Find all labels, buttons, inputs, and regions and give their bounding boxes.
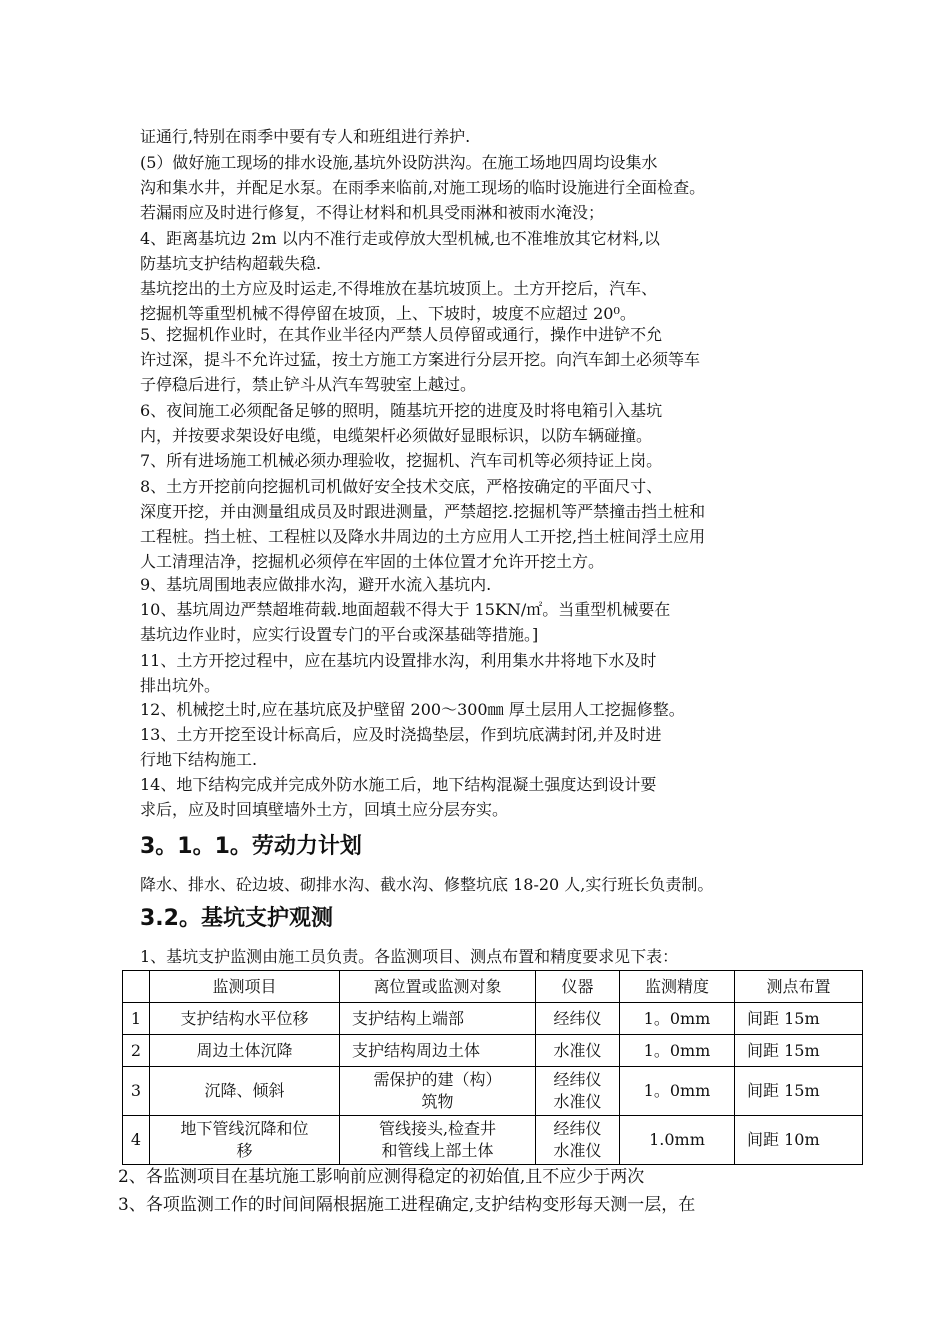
paragraph — [140, 276, 840, 326]
instrument-line: 经纬仪 — [553, 1070, 602, 1089]
text-line: 12、机械挖土时,应在基坑底及护壁留 200～300㎜ 厚土层用人工挖掘修整。 — [140, 700, 685, 719]
instrument-line: 水准仪 — [553, 1141, 602, 1160]
instrument-line: 水准仪 — [553, 1092, 602, 1111]
text-line: 求后，应及时回填壁墙外土方，回填土应分层夯实。 — [140, 800, 509, 819]
paragraph — [140, 648, 840, 698]
section-heading: 3。1。1。劳动力计划 — [140, 834, 362, 859]
text-line: 6、夜间施工必须配备足够的照明，随基坑开挖的进度及时将电箱引入基坑 — [140, 401, 663, 420]
item-cell: 周边土体沉降 — [150, 1035, 340, 1067]
text-line: 基坑挖出的土方应及时运走,不得堆放在基坑坡顶上。土方开挖后，汽车、 — [140, 279, 658, 298]
object-cell — [340, 1116, 536, 1165]
paragraph — [140, 398, 840, 448]
layout-cell: 间距 10m — [735, 1116, 863, 1165]
text-line: 防基坑支护结构超载失稳. — [140, 254, 322, 273]
text-line: 深度开挖，并由测量组成员及时跟进测量，严禁超挖.挖掘机等严禁撞击挡土桩和 — [140, 502, 706, 521]
instrument-cell: 水准仪 — [536, 1035, 620, 1067]
paragraph — [140, 944, 880, 969]
paragraph — [140, 872, 840, 897]
header-cell: 仪器 — [536, 971, 620, 1003]
text-line: (5）做好施工现场的排水设施,基坑外设防洪沟。在施工场地四周均设集水 — [140, 153, 658, 172]
text-line: 若漏雨应及时进行修复，不得让材料和机具受雨淋和被雨水淹没； — [140, 203, 605, 222]
header-cell: 测点布置 — [735, 971, 863, 1003]
row-number: 1 — [123, 1003, 150, 1035]
text-line: 子停稳后进行，禁止铲斗从汽车驾驶室上越过。 — [140, 375, 477, 394]
text-line: 10、基坑周边严禁超堆荷载.地面超载不得大于 15KN/㎡。当重型机械要在 — [140, 600, 671, 619]
text-line: 14、地下结构完成并完成外防水施工后，地下结构混凝土强度达到设计要 — [140, 775, 657, 794]
header-cell: 监测精度 — [620, 971, 735, 1003]
item-cell: 沉降、倾斜 — [150, 1067, 340, 1116]
post-table-line: 2、各监测项目在基坑施工影响前应测得稳定的初始值,且不应少于两次 — [118, 1167, 645, 1187]
text-line: 排出坑外。 — [140, 676, 221, 695]
table-row — [123, 1035, 863, 1067]
precision-cell: 1。0mm — [620, 1035, 735, 1067]
text-line: 13、土方开挖至设计标高后，应及时浇捣垫层，作到坑底满封闭,并及时进 — [140, 725, 662, 744]
table-row — [123, 1067, 863, 1116]
row-number: 2 — [123, 1035, 150, 1067]
precision-cell: 1.0mm — [620, 1116, 735, 1165]
paragraph — [140, 474, 840, 574]
object-line: 筑物 — [421, 1092, 454, 1111]
paragraph — [140, 448, 840, 473]
paragraph — [140, 572, 840, 597]
header-cell: 监测项目 — [150, 971, 340, 1003]
text-line: 工程桩。挡土桩、工程桩以及降水井周边的土方应用人工开挖,挡土桩间浮土应用 — [140, 527, 706, 546]
item-line: 移 — [236, 1141, 253, 1160]
precision-cell: 1。0mm — [620, 1003, 735, 1035]
text-line: 人工清理洁净，挖掘机必须停在牢固的土体位置才允许开挖土方。 — [140, 552, 605, 571]
text-line: 沟和集水井，并配足水泵。在雨季来临前,对施工现场的临时设施进行全面检查。 — [140, 178, 706, 197]
object-line: 管线接头,检查井 — [378, 1119, 497, 1138]
text-line: 许过深，提斗不允许过猛，按土方施工方案进行分层开挖。向汽车卸土必须等车 — [140, 350, 701, 369]
text-line: 9、基坑周围地表应做排水沟，避开水流入基坑内. — [140, 575, 492, 594]
table-row — [123, 1003, 863, 1035]
paragraph — [140, 150, 840, 225]
header-cell — [123, 971, 150, 1003]
item-line: 地下管线沉降和位 — [180, 1119, 309, 1138]
layout-cell: 间距 15m — [735, 1067, 863, 1116]
text-line: 降水、排水、砼边坡、砌排水沟、截水沟、修整坑底 18-20 人,实行班长负责制。 — [140, 875, 714, 894]
instrument-cell — [536, 1116, 620, 1165]
object-cell: 支护结构周边土体 — [340, 1035, 536, 1067]
section-heading: 3.2。基坑支护观测 — [140, 906, 333, 931]
text-line: 基坑边作业时，应实行设置专门的平台或深基础等措施。] — [140, 625, 539, 644]
instrument-line: 经纬仪 — [553, 1119, 602, 1138]
text-line: 挖掘机等重型机械不得停留在坡顶，上、下坡时，坡度不应超过 20⁰。 — [140, 304, 636, 323]
table-row — [123, 1116, 863, 1165]
paragraph — [140, 597, 840, 647]
paragraph — [140, 772, 840, 822]
monitoring-table — [122, 970, 863, 1165]
text-line: 7、所有进场施工机械必须办理验收，挖掘机、汽车司机等必须持证上岗。 — [140, 451, 663, 470]
post-table-line: 3、各项监测工作的时间间隔根据施工进程确定,支护结构变形每天测一层，在 — [118, 1195, 696, 1215]
layout-cell: 间距 15m — [735, 1035, 863, 1067]
object-cell: 支护结构上端部 — [340, 1003, 536, 1035]
precision-cell: 1。0mm — [620, 1067, 735, 1116]
text-line: 11、土方开挖过程中，应在基坑内设置排水沟，利用集水井将地下水及时 — [140, 651, 657, 670]
paragraph — [140, 124, 840, 149]
layout-cell: 间距 15m — [735, 1003, 863, 1035]
header-cell: 离位置或监测对象 — [340, 971, 536, 1003]
object-cell — [340, 1067, 536, 1116]
table-header-row — [123, 971, 863, 1003]
object-line: 需保护的建（构） — [373, 1070, 502, 1089]
instrument-cell: 经纬仪 — [536, 1003, 620, 1035]
text-line: 行地下结构施工. — [140, 750, 258, 769]
instrument-cell — [536, 1067, 620, 1116]
item-cell — [150, 1116, 340, 1165]
paragraph — [140, 697, 840, 722]
object-line: 和管线上部土体 — [381, 1141, 494, 1160]
item-cell: 支护结构水平位移 — [150, 1003, 340, 1035]
text-line: 5、挖掘机作业时，在其作业半径内严禁人员停留或通行，操作中进铲不允 — [140, 325, 663, 344]
text-line: 内，并按要求架设好电缆，电缆架杆必须做好显眼标识，以防车辆碰撞。 — [140, 426, 653, 445]
row-number: 3 — [123, 1067, 150, 1116]
text-line: 8、土方开挖前向挖掘机司机做好安全技术交底，严格按确定的平面尺寸、 — [140, 477, 663, 496]
row-number: 4 — [123, 1116, 150, 1165]
text-line: 1、基坑支护监测由施工员负责。各监测项目、测点布置和精度要求见下表： — [140, 947, 679, 966]
paragraph — [140, 322, 840, 397]
text-line: 证通行,特别在雨季中要有专人和班组进行养护. — [140, 127, 471, 146]
text-line: 4、距离基坑边 2m 以内不准行走或停放大型机械,也不准堆放其它材料,以 — [140, 229, 660, 248]
paragraph — [140, 722, 840, 772]
paragraph — [140, 226, 840, 276]
